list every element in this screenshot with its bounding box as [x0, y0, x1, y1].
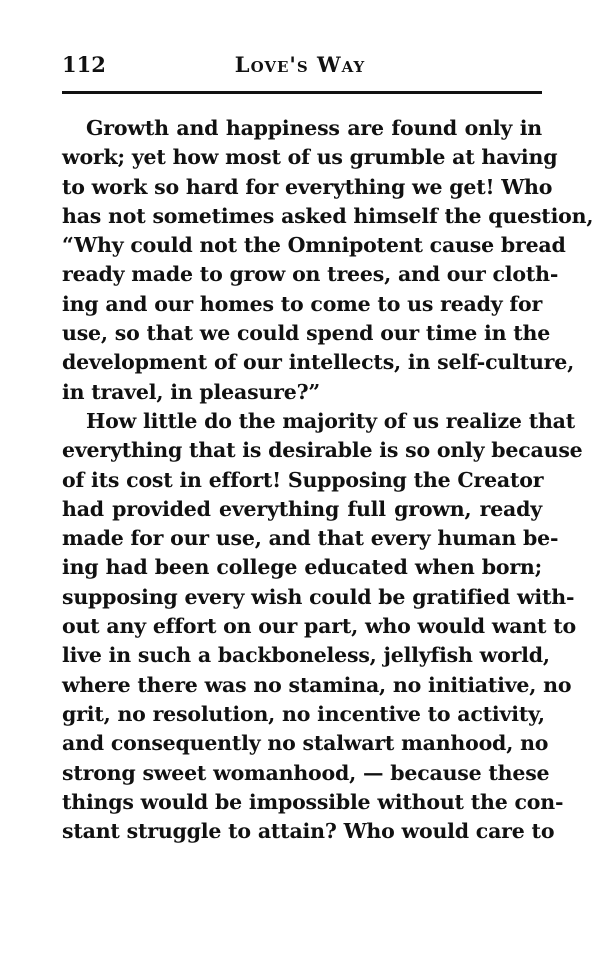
text-line: development of our intellects, in self-culture,: [62, 350, 575, 375]
text-line: ing and our homes to come to us ready for: [62, 291, 543, 316]
page-number: 112: [62, 52, 106, 77]
header-rule: [62, 91, 542, 94]
text-line: live in such a backboneless, jellyfish world,: [62, 643, 550, 668]
text-line: work; yet how most of us grumble at having: [62, 145, 558, 170]
text-line: strong sweet womanhood, — because these: [62, 760, 550, 785]
text-line: out any effort on our part, who would want to: [62, 614, 577, 639]
running-title: Love's Way: [234, 52, 366, 77]
text-line: had provided everything full grown, ready: [62, 496, 542, 521]
text-line: where there was no stamina, no initiative, no: [62, 672, 572, 697]
text-line: “Why could not the Omnipotent cause bread: [62, 233, 566, 258]
text-line: to work so hard for everything we get! Who: [62, 174, 553, 199]
text-line: use, so that we could spend our time in the: [62, 321, 551, 346]
text-line: has not sometimes asked himself the question,: [62, 203, 594, 228]
text-line: supposing every wish could be gratified with-: [62, 584, 575, 609]
text-line: stant struggle to attain? Who would care to: [62, 819, 555, 844]
text-line: ing had been college educated when born;: [62, 555, 542, 580]
text-line: made for our use, and that every human be-: [62, 526, 559, 551]
text-line: grit, no resolution, no incentive to activity,: [62, 701, 545, 726]
text-line: Growth and happiness are found only in: [86, 116, 542, 140]
text-line: things would be impossible without the con-: [62, 789, 564, 814]
text-line: and consequently no stalwart manhood, no: [62, 731, 549, 756]
body-text: [62, 114, 594, 846]
text-line: everything that is desirable is so only because: [62, 438, 583, 463]
text-line: in travel, in pleasure?”: [62, 379, 320, 404]
text-line: How little do the majority of us realize that: [86, 408, 576, 433]
text-line: of its cost in effort! Supposing the Creator: [62, 467, 544, 492]
text-line: ready made to grow on trees, and our cloth-: [62, 262, 559, 287]
